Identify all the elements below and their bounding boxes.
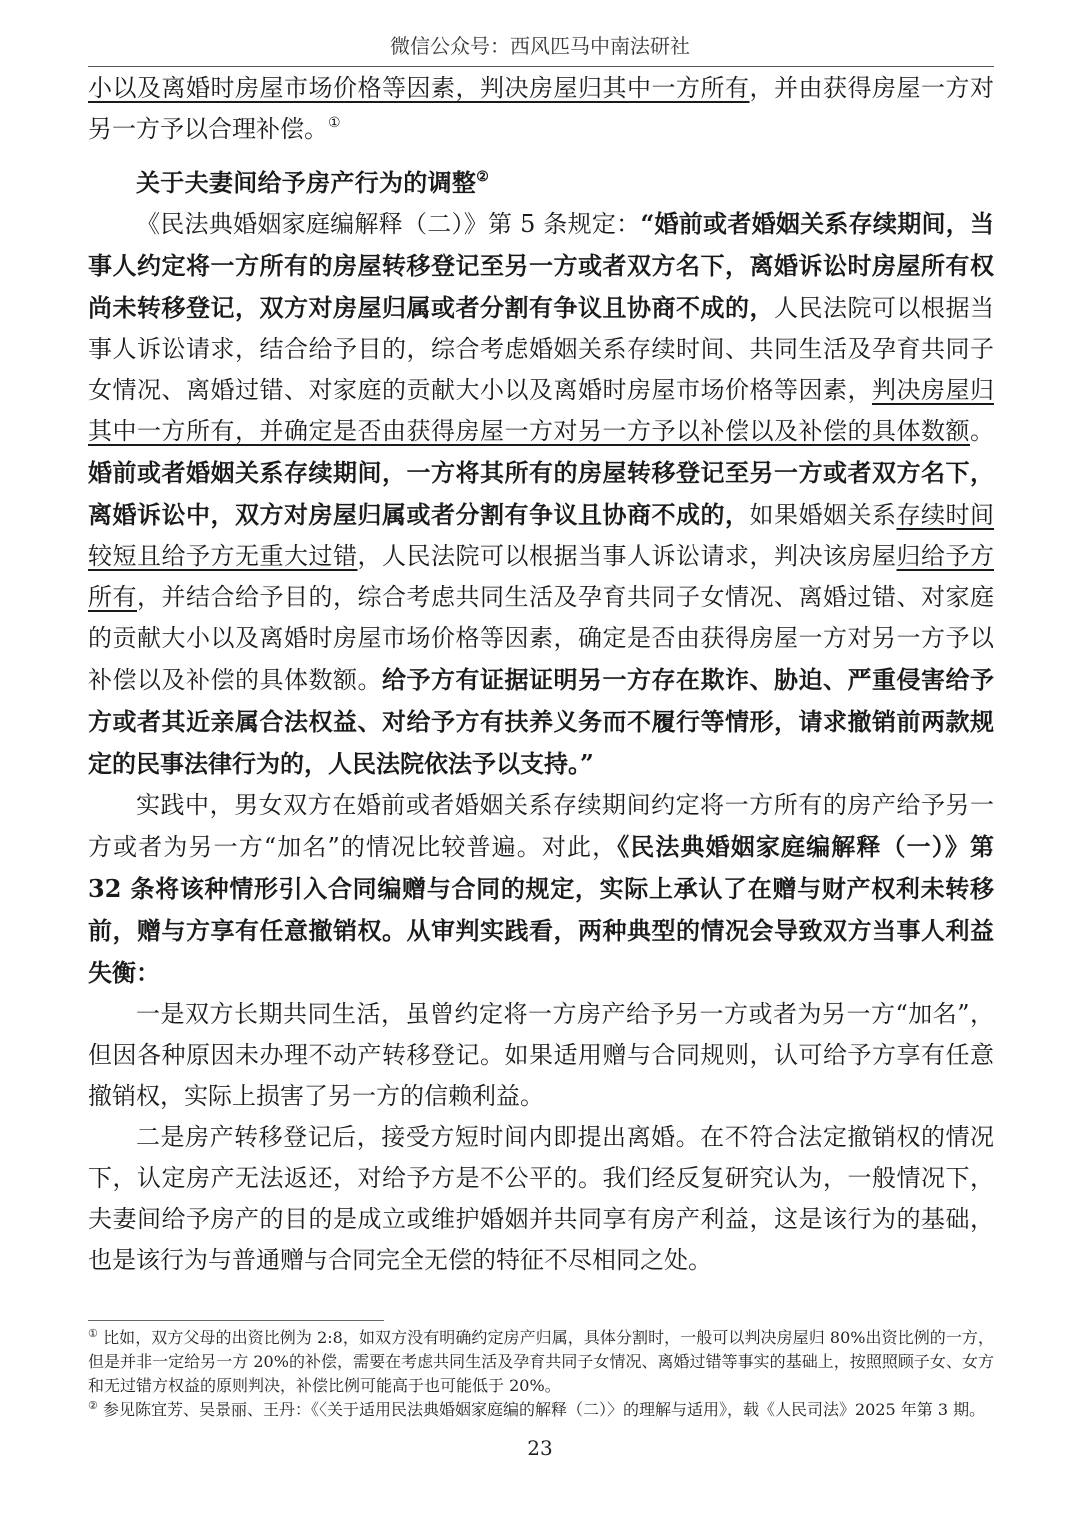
footnote-ref-1[interactable]: ① (328, 115, 341, 131)
bold-text: 《民法典婚姻家庭编解释（一）》第 32 条将该种情形引入合同编赠与合同的规定，实际上承认了在赠与财产权利未转移前，赠与方享有任意撤销权。从审判实践看，两种典型的情况会导致双方当事人利益失衡： (88, 832, 994, 987)
page-header: 微信公众号：西风匹马中南法研社 (390, 34, 690, 58)
heading-text: 关于夫妻间给予房产行为的调整 (136, 168, 477, 197)
paragraph-5: 二是房产转移登记后，接受方短时间内即提出离婚。在不符合法定撤销权的情况下，认定房产无法返还，对给予方是不公平的。我们经反复研究认为，一般情况下，夫妻间给予房产的目的是成立或维护婚姻并共同享有房产利益，这是该行为的基础，也是该行为与普通赠与合同完全无偿的特征不尽相同之处。 (88, 1123, 994, 1274)
footnote-2 (88, 1398, 994, 1422)
page-number: 23 (527, 1436, 553, 1460)
footnote-divider (88, 1320, 384, 1321)
section-heading (88, 162, 994, 203)
text-span: ，并结合给予目的，综合考虑共同生活及孕育共同子女情况、离婚过错、对家庭的贡献大小以及离婚时房屋市场价格等因素，确定是否由获得房屋一方对另一方予以补偿以及补偿的具体数额。 (88, 583, 994, 694)
footnote-1 (88, 1326, 994, 1398)
text-span: ，人民法院可以根据当事人诉讼请求，判决该房屋 (357, 542, 897, 570)
bold-text: “婚前或者婚姻关系存续期间，当事人约定将一方所有的房屋转移登记至另一方或者双方名下，离婚诉讼时房屋所有权尚未转移登记，双方对房屋归属或者分割有争议且协商不成的， (88, 209, 994, 322)
document-body (88, 68, 994, 1281)
footnotes (88, 1326, 994, 1422)
header-divider (88, 66, 994, 67)
paragraph-3 (88, 785, 994, 994)
underlined-text: 小以及离婚时房屋市场价格等因素，判决房屋归其中一方所有 (88, 74, 750, 102)
paragraph-2 (88, 203, 994, 785)
bold-text: 给予方有证据证明另一方存在欺诈、胁迫、严重侵害给予方或者其近亲属合法权益、对给予方有扶养义务而不履行等情形，请求撤销前两款规定的民事法律行为的，人民法院依法予以支持。” (88, 665, 994, 778)
footnote-text: 比如，双方父母的出资比例为 2:8，如双方没有明确约定房产归属，具体分割时，一般可以判决房屋归 80%出资比例的一方，但是并非一定给另一方 20%的补偿，需要在考虑共同生活及孕育共同子女情况、离婚过错等事实的基础上，按照照顾子女、女方和无过错方权益的原则判决，补偿比例可能高于也可能低于 20%。 (88, 1328, 994, 1395)
footnote-mark: ② (88, 1399, 98, 1412)
underlined-text: 存续时间较短且给予方无重大过错 (88, 501, 994, 570)
text-span: 如果婚姻关系 (749, 501, 897, 529)
underlined-text: 判决房屋归其中一方所有，并确定是否由获得房屋一方对另一方予以补偿以及补偿的具体数额 (88, 376, 994, 445)
text-span: 人民法院可以根据当事人诉讼请求，结合给予目的，综合考虑婚姻关系存续时间、共同生活及孕育共同子女情况、离婚过错、对家庭的贡献大小以及离婚时房屋市场价格等因素， (88, 294, 994, 404)
underlined-text: 归给予方所有 (88, 542, 994, 611)
paragraph-1 (88, 68, 994, 150)
text-span: ，并由获得房屋一方对另一方予以合理补偿。 (88, 74, 994, 143)
text-span: 《民法典婚姻家庭编解释（二）》第 5 条规定： (136, 210, 641, 238)
footnote-mark: ① (88, 1327, 98, 1340)
bold-text: 婚前或者婚姻关系存续期间，一方将其所有的房屋转移登记至另一方或者双方名下，离婚诉讼中，双方对房屋归属或者分割有争议且协商不成的， (88, 458, 994, 529)
paragraph-4: 一是双方长期共同生活，虽曾约定将一方房产给予另一方或者为另一方“加名”，但因各种原因未办理不动产转移登记。如果适用赠与合同规则，认可给予方享有任意撤销权，实际上损害了另一方的信赖利益。 (88, 1000, 994, 1110)
text-span: 。 (970, 417, 994, 445)
footnote-text: 参见陈宜芳、吴景丽、王丹：《〈关于适用民法典婚姻家庭编的解释（二）〉的理解与适用》，载《人民司法》2025 年第 3 期。 (102, 1400, 986, 1419)
footnote-ref-2[interactable]: ② (476, 169, 490, 185)
text-span: 实践中，男女双方在婚前或者婚姻关系存续期间约定将一方所有的房产给予另一方或者为另一方“加名”的情况比较普遍。对此， (88, 791, 994, 861)
